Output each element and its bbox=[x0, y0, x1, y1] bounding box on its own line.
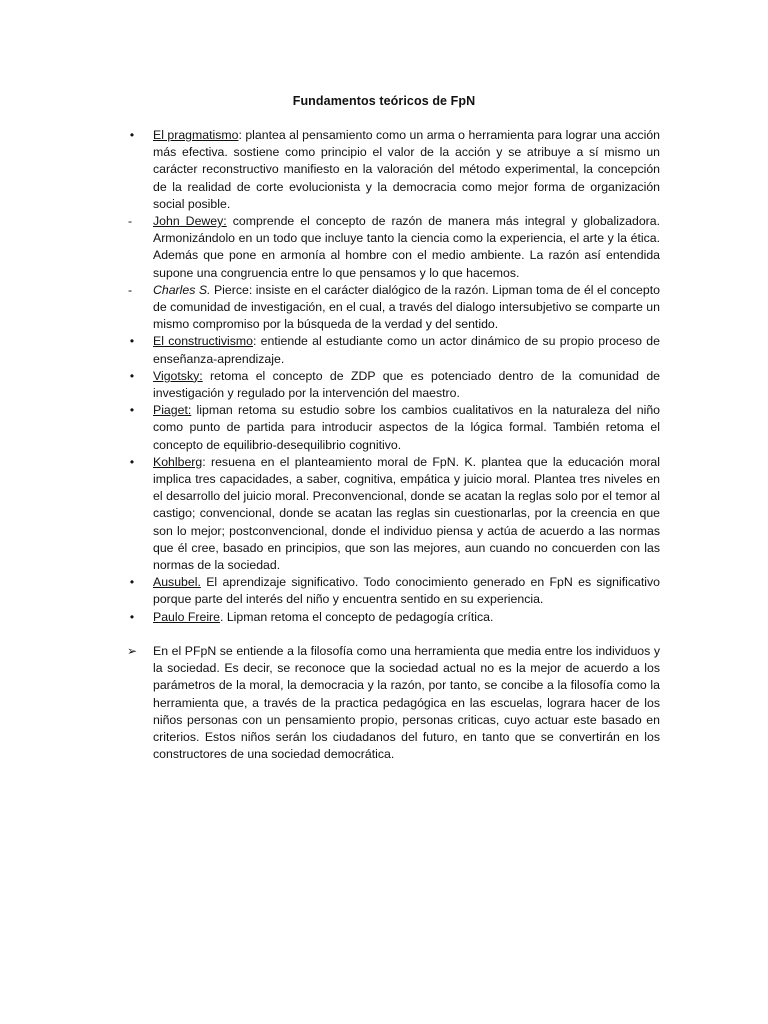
item-text: retoma el concepto de ZDP que es potenciado dentro de la comunidad de investigación y regulado por la intervención del maestro. bbox=[153, 368, 660, 401]
bullet-marker: • bbox=[129, 454, 135, 469]
term-freire: Paulo Freire bbox=[153, 609, 220, 624]
bullet-marker: • bbox=[129, 334, 135, 349]
list-item-kohlberg bbox=[120, 454, 660, 574]
item-text: El aprendizaje significativo. Todo conocimiento generado en FpN es significativo porque parte del interés del niño y encuentra sentido en su experiencia. bbox=[153, 575, 660, 607]
term-kohlberg: Kohlberg bbox=[153, 454, 203, 469]
document-body bbox=[120, 127, 660, 763]
list-item-dewey bbox=[120, 213, 660, 282]
bullet-marker: • bbox=[129, 403, 135, 418]
conclusion-text: En el PFpN se entiende a la filosofía como una herramienta que media entre los individuos y la sociedad. Es decir, se reconoce que la sociedad actual no es la mejor de acuerdo a los parámetros de la moral, la democracia y la razón, por tanto, se concibe a la filosofía como la herramienta que, a través de la practica pedagógica en las escuelas, lograra hacer de los niños personas con un pensamiento propio, personas criticas, cuyo actuar este basado en criterios. Estos niños serán los ciudadanos del futuro, en tanto que se convertirán en los constructores de una sociedad democrática. bbox=[153, 643, 660, 762]
dash-marker: - bbox=[128, 282, 133, 297]
term-ausubel: Ausubel. bbox=[153, 575, 201, 590]
item-text: comprende el concepto de razón de manera más integral y globalizadora. Armonizándolo en un todo que incluye tanto la ciencia como la experiencia, el arte y la ética. Además que pone en armonía al hombre con el medio ambiente. La razón así entendida supone una congruencia entre lo que pensamos y lo que hacemos. bbox=[153, 214, 661, 280]
term-suffix: : bbox=[202, 454, 206, 469]
item-text: entiende al estudiante como un actor dinámico de su propio proceso de enseñanza-aprendizaje. bbox=[153, 334, 660, 366]
term-suffix: : bbox=[252, 334, 257, 349]
list-item-constructivismo bbox=[120, 333, 660, 367]
bullet-marker: • bbox=[129, 128, 135, 142]
dash-marker: - bbox=[128, 214, 133, 229]
term-suffix: : bbox=[238, 128, 242, 142]
list-item-pierce bbox=[120, 282, 660, 334]
page-title: Fundamentos teóricos de FpN bbox=[292, 94, 476, 108]
term-suffix: . bbox=[219, 609, 224, 624]
item-text: resuena en el planteamiento moral de FpN. K. plantea que la educación moral implica tres capacidades, a saber, cognitiva, empática y juicio moral. Plantea tres niveles en el desarrollo del juicio moral. Preconvencional, donde se acatan la reglas solo por el temor al castigo; convencional, donde se acatan las reglas sin cuestionarlas, por la creencia en que son lo mejor; postconvencional, donde el individuo piensa y actúa de acuerdo a las normas que él cree, basado en principios, que son las mejores, aun cuando no concuerden con las normas de la sociedad. bbox=[153, 454, 660, 573]
item-text: plantea al pensamiento como un arma o herramienta para lograr una acción más efectiva. sostiene como principio el valor de la acción y se atribuye a sí mismo un carácter reconstructivo manifiesto en la valoración del método experimental, la concepción de la realidad de corte evolucionista y la democracia como mejor forma de organización social posible. bbox=[153, 128, 660, 211]
item-text: Lipman retoma el concepto de pedagogía crítica. bbox=[223, 609, 494, 624]
list-item-freire bbox=[120, 609, 660, 626]
term-piaget: Piaget: bbox=[153, 403, 192, 418]
bullet-marker: • bbox=[129, 575, 135, 590]
conclusion-paragraph bbox=[120, 643, 660, 763]
paragraph-spacer bbox=[120, 626, 660, 643]
bullet-marker: • bbox=[129, 609, 135, 624]
term-pragmatismo: El pragmatismo bbox=[153, 128, 239, 142]
list-item-piaget bbox=[120, 402, 660, 454]
term-dewey: John Dewey: bbox=[153, 214, 227, 229]
arrow-bullet-icon: ➢ bbox=[126, 643, 138, 658]
list-item-vigotsky bbox=[120, 368, 660, 402]
list-item-pragmatismo bbox=[120, 127, 660, 213]
bullet-marker: • bbox=[129, 368, 135, 383]
term-constructivismo: El constructivismo bbox=[153, 334, 253, 349]
term-vigotsky: Vigotsky: bbox=[153, 368, 203, 383]
list-item-ausubel bbox=[120, 574, 660, 608]
term-pierce: Charles S. bbox=[153, 282, 211, 297]
item-text: Pierce: insiste en el carácter dialógico de la razón. Lipman toma de él el concepto de comunidad de investigación, en el cual, a través del dialogo intersubjetivo se comparte un mismo compromiso por la búsqueda de la verdad y del sentido. bbox=[153, 282, 660, 332]
item-text: lipman retoma su estudio sobre los cambios cualitativos en la naturaleza del niño como punto de partida para introducir aspectos de la lógica formal. También retoma el concepto de equilibrio-desequilibrio cognitivo. bbox=[153, 403, 660, 452]
